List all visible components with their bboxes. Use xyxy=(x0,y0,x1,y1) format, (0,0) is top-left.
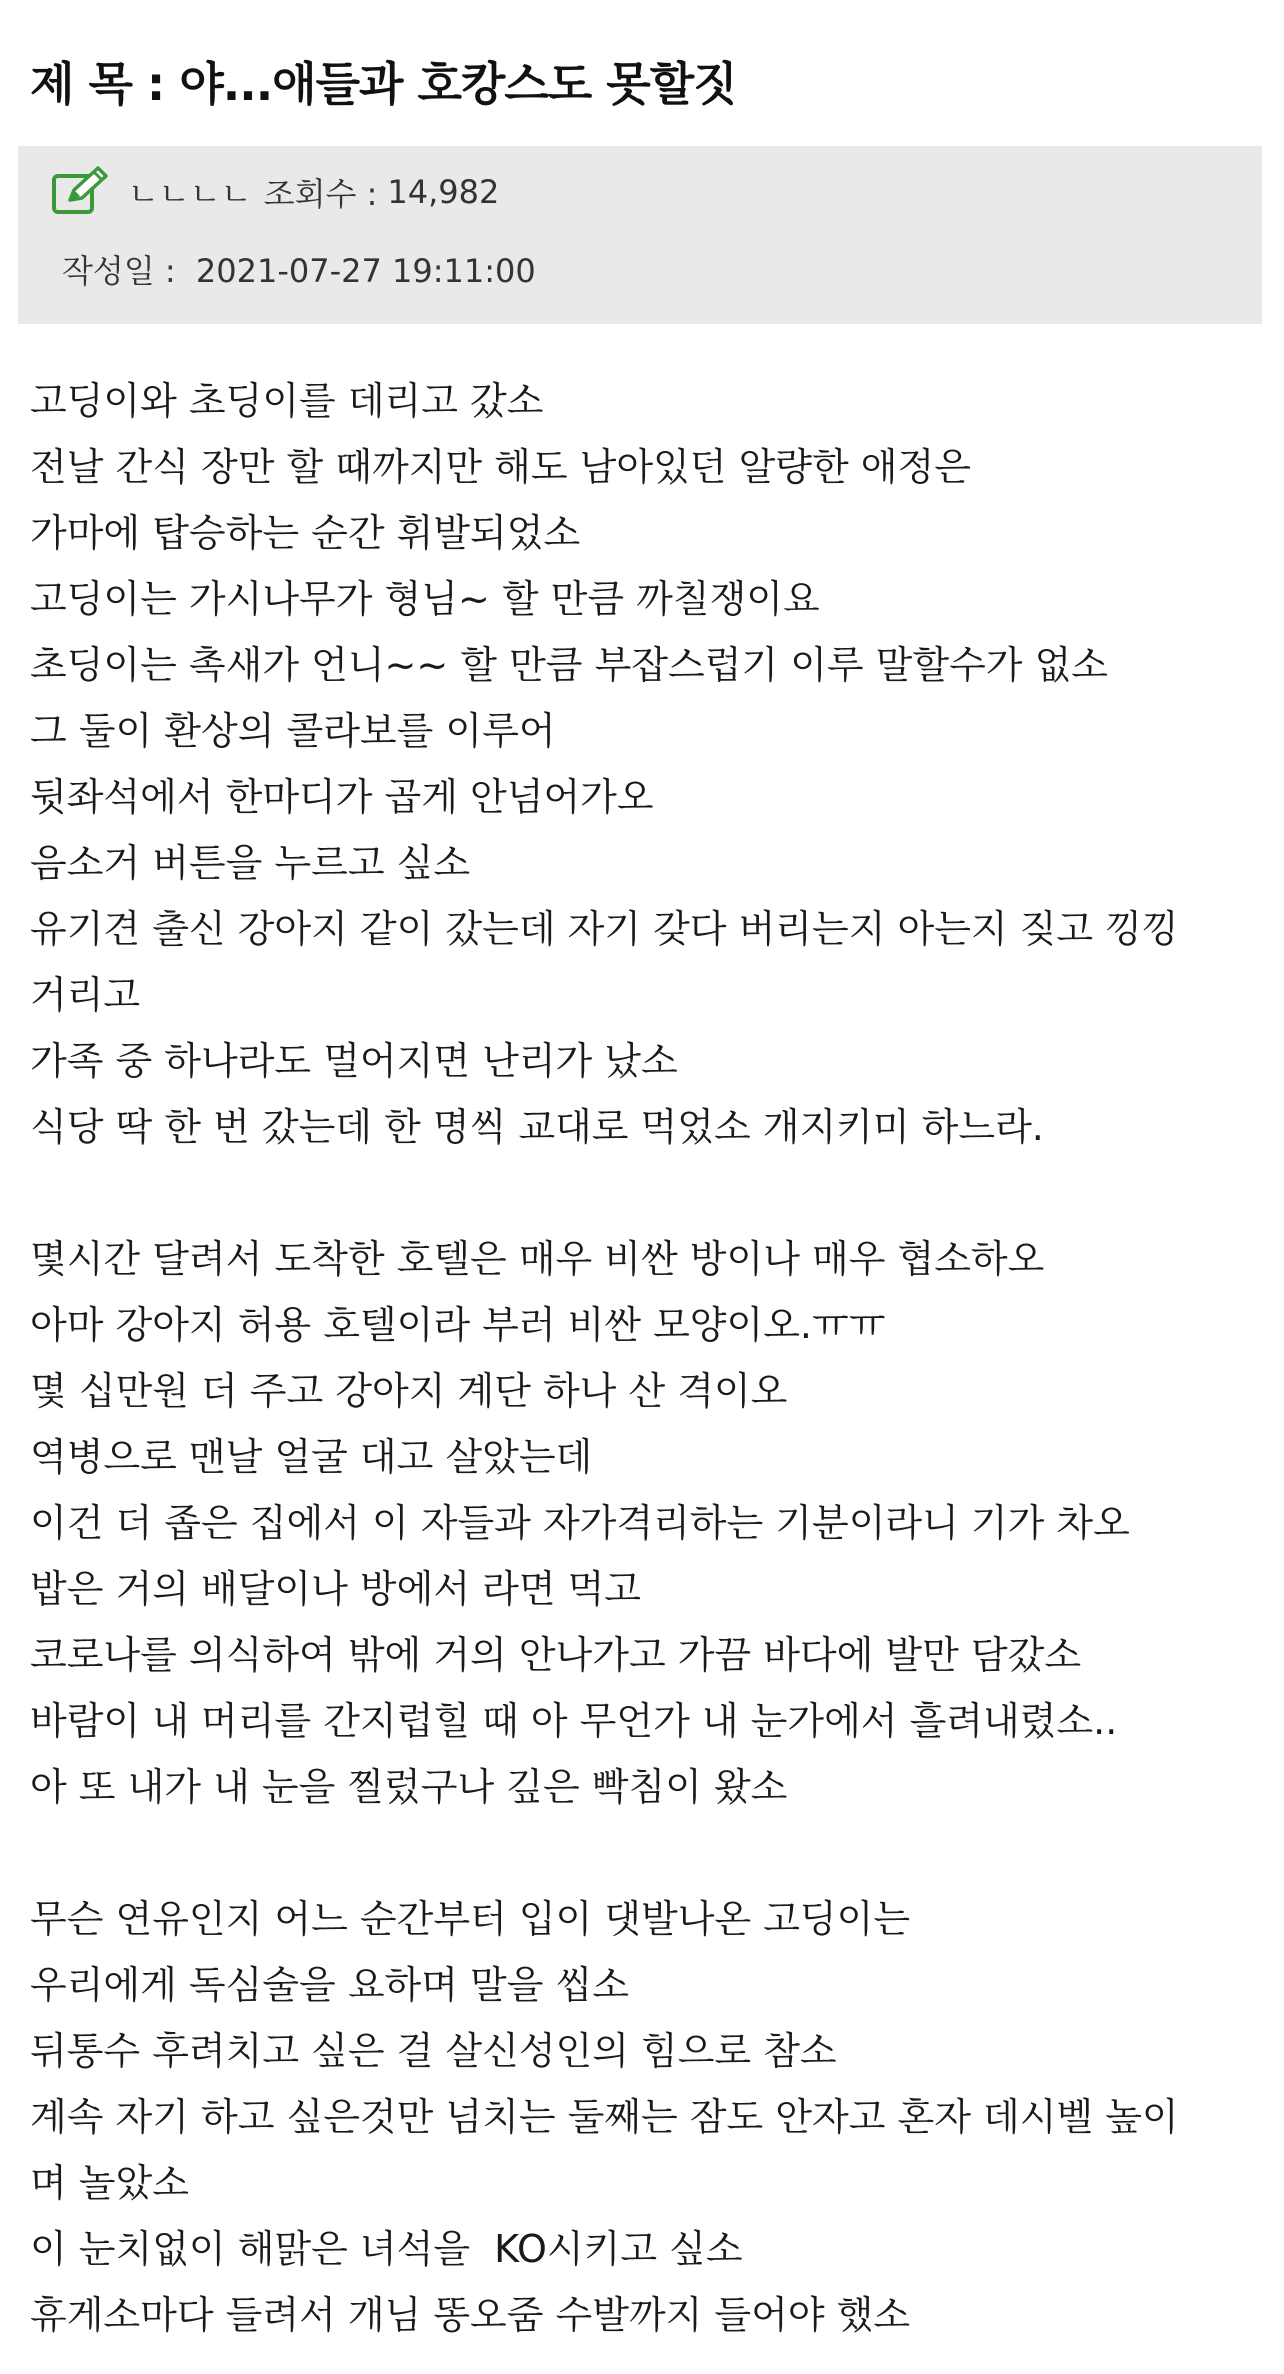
body-line: 며 놀았소 xyxy=(30,2161,189,2205)
post-title xyxy=(30,48,737,114)
body-line: 아 또 내가 내 눈을 찔렀구나 깊은 빡침이 왔소 xyxy=(30,1765,788,1809)
body-line: 식당 딱 한 번 갔는데 한 명씩 교대로 먹었소 개지키미 하느라. xyxy=(30,1105,1044,1149)
title-prefix: 제 목 : xyxy=(30,57,165,111)
title-text: 야...애들과 호캉스도 못할짓 xyxy=(179,57,737,111)
body-line: 거리고 xyxy=(30,973,141,1017)
body-line: 고딩이와 초딩이를 데리고 갔소 xyxy=(30,379,544,423)
author-name: ㄴㄴㄴㄴ xyxy=(128,175,252,213)
paragraph-break xyxy=(30,1820,1264,1886)
body-line: 이 눈치없이 해맑은 녀석을 KO시키고 싶소 xyxy=(30,2227,743,2271)
edit-icon xyxy=(50,166,110,218)
body-line: 유기견 출신 강아지 같이 갔는데 자기 갖다 버리는지 아는지 짖고 낑낑 xyxy=(30,907,1179,951)
body-line: 몇 십만원 더 주고 강아지 계단 하나 산 격이오 xyxy=(30,1369,788,1413)
body-line: 그 둘이 환상의 콜라보를 이루어 xyxy=(30,709,556,753)
views-count: 14,982 xyxy=(387,173,500,211)
body-line: 우리에게 독심술을 요하며 말을 씹소 xyxy=(30,1963,629,2007)
post-meta-box xyxy=(18,146,1262,324)
body-line: 역병으로 맨날 얼굴 대고 살았는데 xyxy=(30,1435,593,1479)
body-line: 고딩이는 가시나무가 형님~ 할 만큼 까칠쟁이요 xyxy=(30,577,820,621)
body-line: 가마에 탑승하는 순간 휘발되었소 xyxy=(30,511,581,555)
post-date: 2021-07-27 19:11:00 xyxy=(195,252,536,290)
body-line: 코로나를 의식하여 밖에 거의 안나가고 가끔 바다에 발만 담갔소 xyxy=(30,1633,1082,1677)
body-line: 뒤통수 후려치고 싶은 걸 살신성인의 힘으로 참소 xyxy=(30,2029,837,2073)
body-line: 휴게소마다 들려서 개님 똥오줌 수발까지 들어야 했소 xyxy=(30,2293,911,2337)
body-line: 이건 더 좁은 집에서 이 자들과 자가격리하는 기분이라니 기가 차오 xyxy=(30,1501,1130,1545)
body-line: 전날 간식 장만 할 때까지만 해도 남아있던 알량한 애정은 xyxy=(30,445,971,489)
views-label: 조회수 : xyxy=(263,175,378,213)
meta-date-row xyxy=(62,246,536,292)
post-body xyxy=(30,368,1264,2348)
body-line: 밥은 거의 배달이나 방에서 라면 먹고 xyxy=(30,1567,642,1611)
paragraph-break xyxy=(30,1160,1264,1226)
body-line: 바람이 내 머리를 간지럽힐 때 아 무언가 내 눈가에서 흘려내렸소.. xyxy=(30,1699,1118,1743)
body-line: 계속 자기 하고 싶은것만 넘치는 둘째는 잠도 안자고 혼자 데시벨 높이 xyxy=(30,2095,1179,2139)
body-line: 가족 중 하나라도 멀어지면 난리가 났소 xyxy=(30,1039,678,1083)
body-line: 초딩이는 촉새가 언니~~ 할 만큼 부잡스럽기 이루 말할수가 없소 xyxy=(30,643,1109,687)
body-line: 아마 강아지 허용 호텔이라 부러 비싼 모양이오.ㅠㅠ xyxy=(30,1303,886,1347)
body-line: 무슨 연유인지 어느 순간부터 입이 댓발나온 고딩이는 xyxy=(30,1897,911,1941)
date-label: 작성일 : xyxy=(62,252,176,290)
body-line: 음소거 버튼을 누르고 싶소 xyxy=(30,841,471,885)
body-line: 뒷좌석에서 한마디가 곱게 안넘어가오 xyxy=(30,775,654,819)
meta-author-row xyxy=(50,166,499,218)
body-line: 몇시간 달려서 도착한 호텔은 매우 비싼 방이나 매우 협소하오 xyxy=(30,1237,1045,1281)
